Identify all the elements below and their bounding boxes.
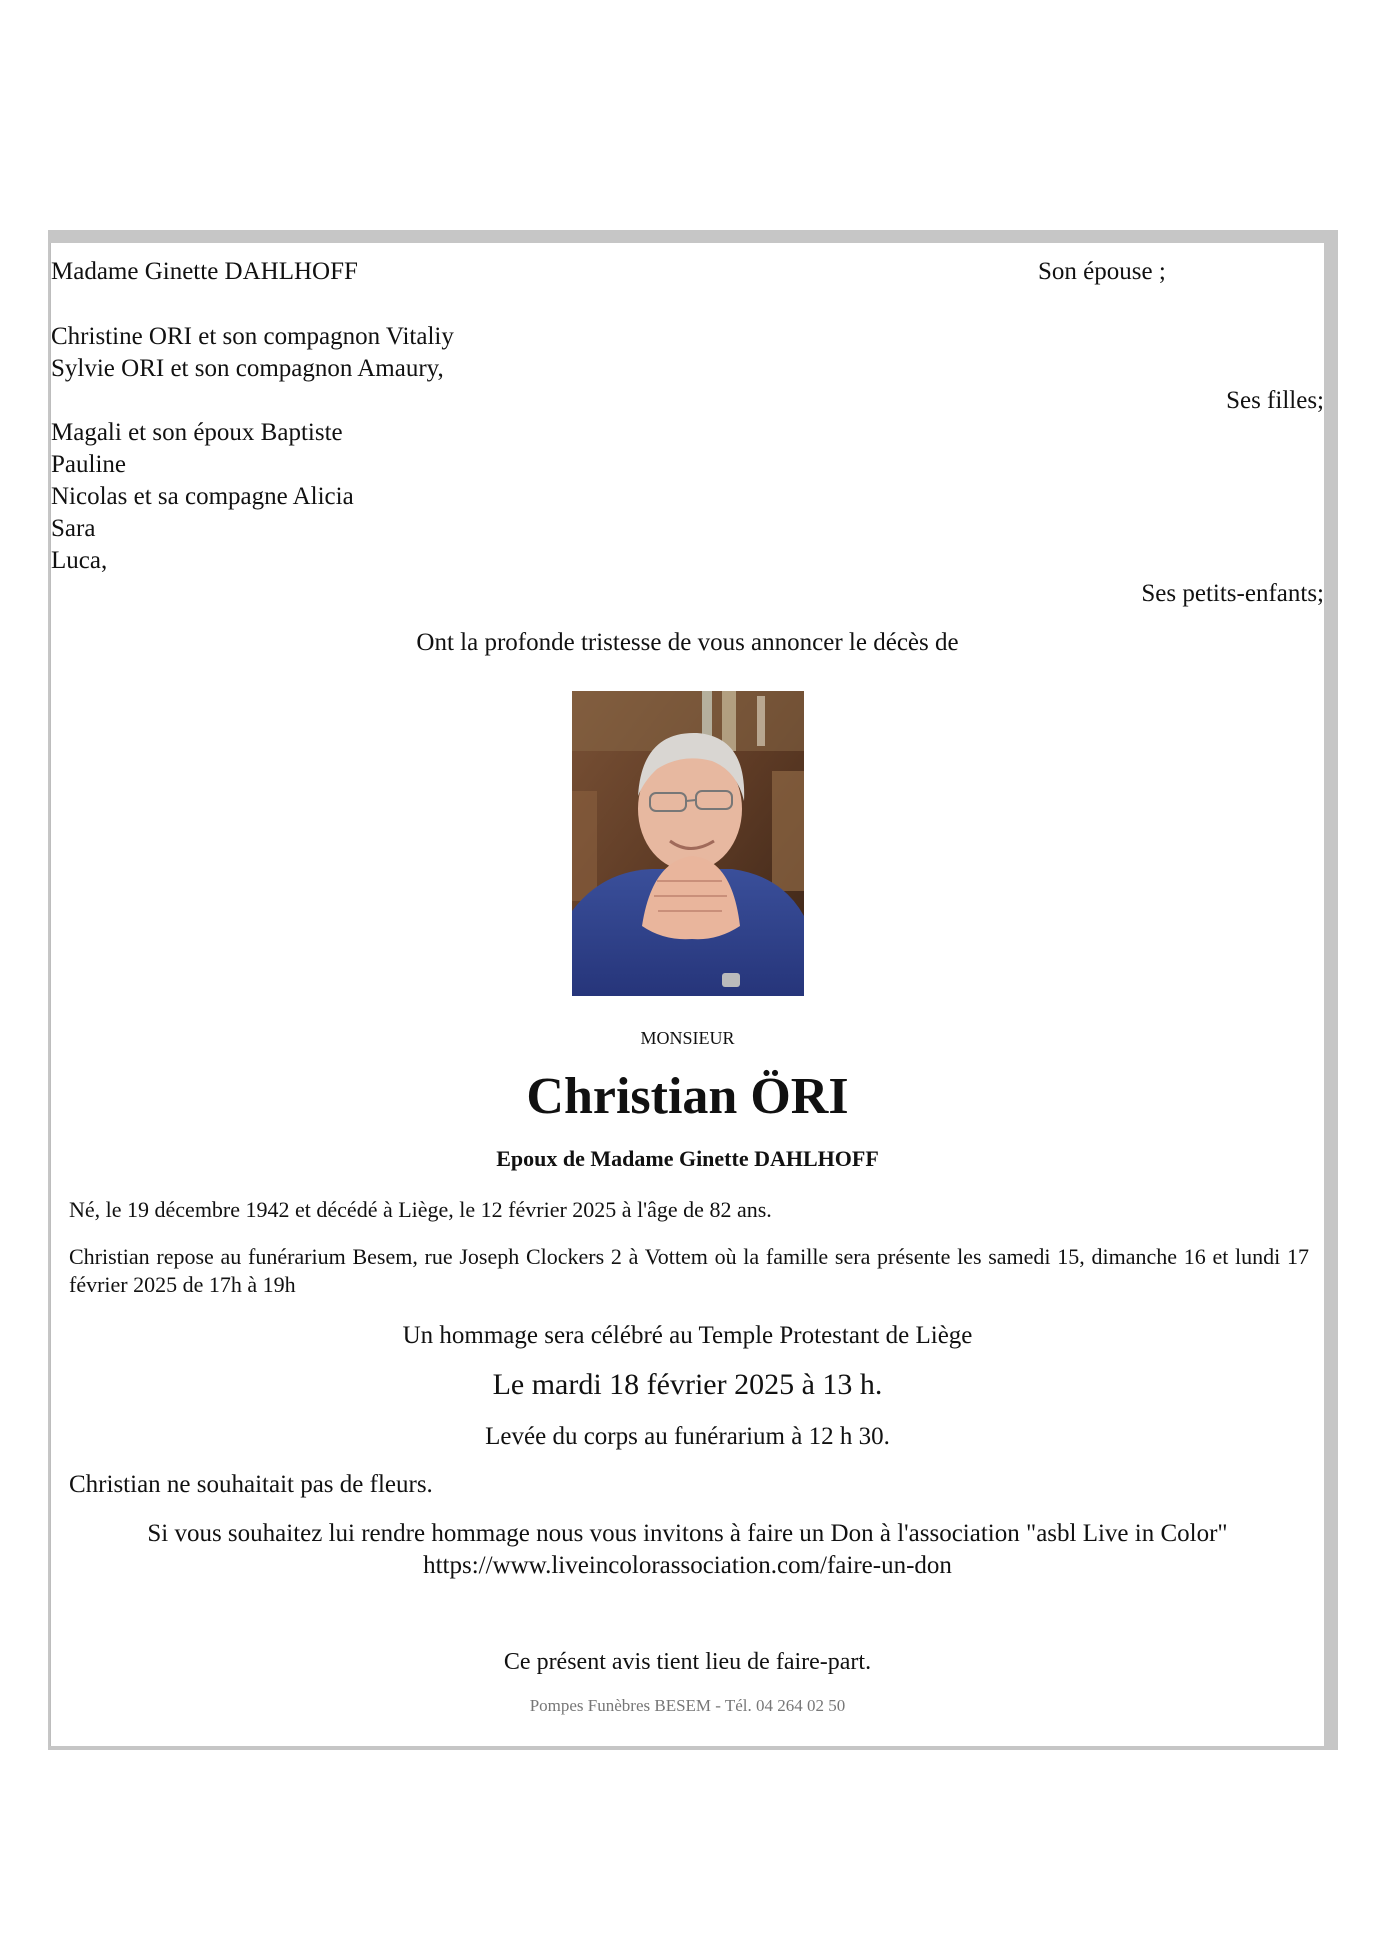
spouse-role: Son épouse ; <box>1038 258 1166 285</box>
deceased-name: Christian ÖRI <box>526 1068 849 1125</box>
ceremony-date: Le mardi 18 février 2025 à 13 h. <box>492 1368 883 1401</box>
grandchild-entry: Luca, <box>51 547 108 574</box>
daughters-list <box>51 321 454 385</box>
flowers-note: Christian ne souhaitait pas de fleurs. <box>69 1471 433 1498</box>
visitation-text: Christian repose au funérarium Besem, rue Joseph Clockers 2 à Vottem où la famille sera présente les samedi 15, dimanche 16 et lundi 17 février 2025 de 17h à 19h <box>69 1244 1309 1297</box>
donation-url[interactable]: https://www.liveincolorassociation.com/faire-un-don <box>423 1552 952 1579</box>
closing-text: Ce présent avis tient lieu de faire-part. <box>503 1649 872 1675</box>
daughters-role: Ses filles; <box>1226 387 1324 414</box>
deceased-subtitle: Epoux de Madame Ginette DAHLHOFF <box>496 1146 879 1171</box>
daughter-entry: Christine ORI et son compagnon Vitaliy <box>51 323 454 350</box>
grandchildren-role: Ses petits-enfants; <box>1141 580 1324 607</box>
tribute-text: Un hommage sera célébré au Temple Protestant de Liège <box>402 1322 973 1349</box>
grandchild-entry: Sara <box>51 515 96 542</box>
announcement-text: Ont la profonde tristesse de vous annoncer le décès de <box>416 629 959 656</box>
donation-text: Si vous souhaitez lui rendre hommage nous vous invitons à faire un Don à l'association "asbl Live in Color" <box>147 1520 1228 1547</box>
departure-text: Levée du corps au funérarium à 12 h 30. <box>485 1423 890 1450</box>
birth-death-text: Né, le 19 décembre 1942 et décédé à Liège, le 12 février 2025 à l'âge de 82 ans. <box>69 1197 772 1222</box>
honorific-title: MONSIEUR <box>640 1028 735 1048</box>
grandchild-entry: Nicolas et sa compagne Alicia <box>51 483 354 510</box>
grandchild-entry: Pauline <box>51 451 126 478</box>
funeral-home-footer: Pompes Funèbres BESEM - Tél. 04 264 02 50 <box>529 1696 846 1715</box>
grandchild-entry: Magali et son époux Baptiste <box>51 419 343 446</box>
portrait-photo <box>572 691 804 996</box>
death-notice <box>50 243 1324 1746</box>
grandchildren-list <box>51 417 354 577</box>
daughter-entry: Sylvie ORI et son compagnon Amaury, <box>51 355 444 382</box>
spouse-name: Madame Ginette DAHLHOFF <box>51 258 358 285</box>
